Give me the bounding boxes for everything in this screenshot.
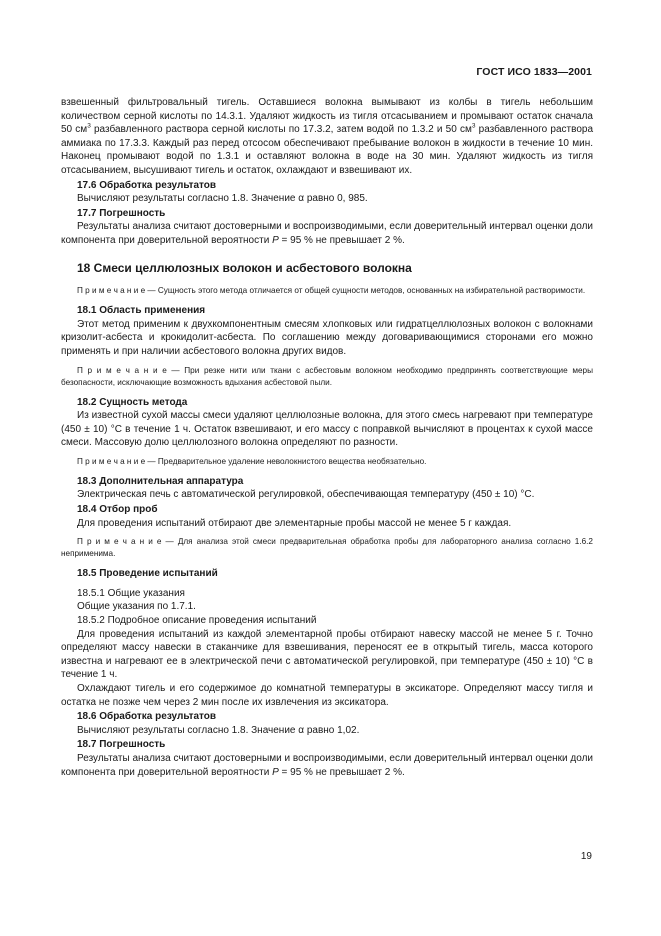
section-18-5-2-text-1: Для проведения испытаний из каждой элементарной пробы отбирают навеску массой не менее 5 г. Точно определяют массу навески в стаканчике для взвешивания, переносят ее в открытый тигель, масса которого известна и нагревают ее в электрической печи с автоматической регулировкой, при температуре (450 ± 10) °С в течение 1 ч. [61,628,593,681]
section-18-4-title: 18.4 Отбор проб [77,504,158,516]
text-part: = 95 % не превышает 2 %. [278,234,405,246]
section-18-1-text: Этот метод применим к двухкомпонентным смесям хлопковых или гидратцеллюлозных волокон с волокнами кризолит-асбеста и крокидолит-асбеста. По соглашению между договаривающимися сторонами его можно применять и при наличии асбестового волокна других видов. [61,318,593,357]
p-symbol: P [272,234,279,246]
document-header: ГОСТ ИСО 1833—2001 [476,66,592,78]
note-text: При резке нити или ткани с асбестовым волокном необходимо предпринять соответствующие меры безопасности, исключающие возможность вдыхания асбестовой пыли. [61,365,593,387]
note-label: П р и м е ч а н и е — [77,286,156,296]
superscript: 3 [471,122,476,130]
section-18-note [61,285,593,297]
section-18-4-note [61,536,593,560]
superscript: 3 [87,122,91,130]
text-part: = 95 % не превышает 2 %. [278,766,405,778]
section-18-5-1-title: 18.5.1 Общие указания [77,587,185,599]
section-18-3-title: 18.3 Дополнительная аппаратура [77,475,244,487]
note-label: П р и м е ч а н и е — [77,537,174,547]
section-18-5-2-text-2: Охлаждают тигель и его содержимое до комнатной температуры в эксикаторе. Определяют массу тигля и остатка не позже чем через 2 мин после их извлечения из эксикатора. [61,683,593,708]
section-17-6-title: 17.6 Обработка результатов [77,179,217,191]
section-18-1-note [61,365,593,389]
section-18-2-note [61,456,593,468]
intro-text-1: взвешенный фильтровальный тигель. Оставшиеся волокна вымывают из колбы в тигель небольшим количеством серной кислоты по 14.3.1. Удаляют жидкость из тигля отсасыванием и промывают остаток сначала 50 см [61,97,593,136]
section-18-1-title: 18.1 Область применения [77,305,206,317]
intro-text-3: разбавленного раствора аммиака по 17.3.3. Каждый раз перед отсосом обеспечивают пребывание волокон в жидкости в течение 10 мин. Наконец промывают водой по 1.3.1 и оставляют волокна в воде на 30 мин. Удаляют жидкость из тигля отсасыванием, высушивают тигель и остаток, охлаждают и взвешивают их. [61,124,594,176]
section-18-6-title: 18.6 Обработка результатов [77,711,217,723]
intro-text-2: разбавленного раствора серной кислоты по 17.3.2, затем водой по 1.3.2 и 50 см [90,124,472,136]
section-18-5-1-text: Общие указания по 1.7.1. [77,601,196,613]
section-17-6-text: Вычисляют результаты согласно 1.8. Значение α равно 0, 985. [77,193,368,205]
page-content [61,96,593,779]
section-18-title: 18 Смеси целлюлозных волокон и асбестового волокна [77,260,412,275]
section-18-7-title: 18.7 Погрешность [77,739,166,751]
p-symbol: P [272,766,279,778]
text-part: Результаты анализа считают достоверными и воспроизводимыми, если доверительный интервал оценки доли компонента при доверительной вероятности [61,752,593,778]
section-18-2-text: Из известной сухой массы смеси удаляют целлюлозные волокна, для этого смесь нагревают при температуре (450 ± 10) °С в течение 1 ч. Остаток взвешивают, и его массу с поправкой вычисляют в процентах к сухой массе смеси. Массовую долю целлюлозного волокна определяют по разности. [61,410,593,449]
section-18-2-title: 18.2 Сущность метода [77,396,188,408]
section-17-7-text [61,220,593,247]
section-18-5-title: 18.5 Проведение испытаний [77,568,218,580]
text-part: Результаты анализа считают достоверными и воспроизводимыми, если доверительный интервал оценки доли компонента при доверительной вероятности [61,221,593,246]
note-text: Для анализа этой смеси предварительная обработка пробы для лабораторного анализа согласно 1.6.2 неприменима. [61,537,593,559]
section-18-6-text: Вычисляют результаты согласно 1.8. Значение α равно 1,02. [77,724,360,736]
note-text: Сущность этого метода отличается от общей сущности методов, основанных на избирательной растворимости. [155,286,586,296]
intro-paragraph [61,96,593,178]
section-18-5-2-title: 18.5.2 Подробное описание проведения испытаний [77,615,317,627]
section-18-4-text: Для проведения испытаний отбирают две элементарные пробы массой не менее 5 г каждая. [77,517,512,529]
section-18-7-text [61,752,593,779]
page-number: 19 [580,851,592,862]
section-17-7-title: 17.7 Погрешность [77,207,166,219]
note-label: П р и м е ч а н и е — [77,456,156,466]
note-label: П р и м е ч а н и е — [77,365,180,375]
note-text: Предварительное удаление неволокнистого вещества необязательно. [155,456,427,466]
section-18-3-text: Электрическая печь с автоматической регулировкой, обеспечивающая температуру (450 ± 10) °С. [77,489,535,501]
